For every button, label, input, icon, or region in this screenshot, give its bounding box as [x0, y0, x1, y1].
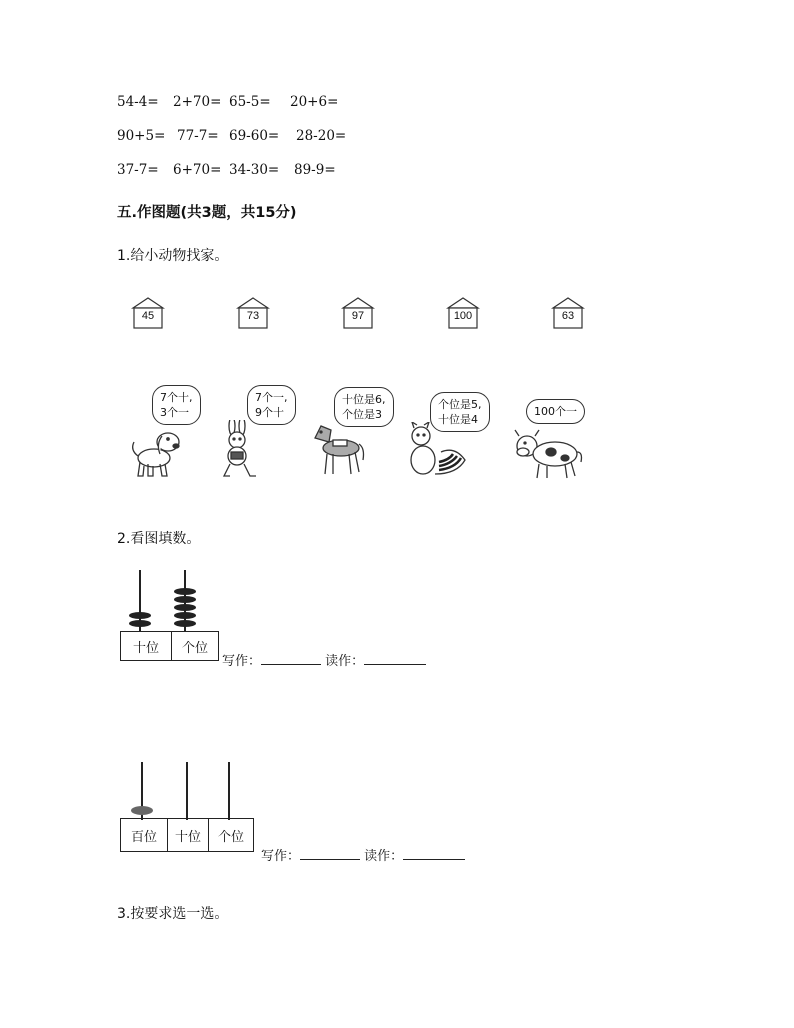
equation: 6+70= — [173, 162, 222, 178]
abacus-bead — [174, 620, 196, 627]
house-number: 45 — [141, 310, 155, 322]
horse-icon[interactable] — [309, 418, 367, 478]
place-label: 个位 — [217, 829, 244, 845]
house-icon[interactable] — [446, 296, 480, 330]
place-label: 十位 — [121, 632, 172, 660]
cow-icon[interactable] — [511, 428, 583, 480]
answer-line — [261, 845, 465, 864]
squirrel-icon[interactable] — [405, 422, 471, 480]
abacus-rod — [228, 762, 230, 820]
house-icon[interactable] — [341, 296, 375, 330]
read-blank[interactable] — [403, 847, 465, 860]
equation: 77-7= — [177, 128, 219, 144]
house-icon[interactable] — [551, 296, 585, 330]
equation: 69-60= — [229, 128, 280, 144]
house-number: 63 — [561, 310, 575, 322]
abacus-bead — [174, 596, 196, 603]
bubble-line: 7个一, — [255, 391, 288, 404]
place-label: 个位 — [181, 640, 208, 656]
question-2-text: 2.看图填数。 — [117, 531, 201, 547]
house-number: 97 — [351, 310, 365, 322]
answer-line — [222, 650, 426, 669]
equation: 54-4= — [117, 94, 159, 110]
equation: 2+70= — [173, 94, 222, 110]
dog-icon[interactable] — [124, 418, 186, 480]
question-1-text: 1.给小动物找家。 — [117, 248, 229, 264]
equation: 28-20= — [296, 128, 347, 144]
house-icon[interactable] — [236, 296, 270, 330]
write-label: 写作： — [261, 849, 301, 864]
abacus-bead — [129, 620, 151, 627]
read-blank[interactable] — [364, 652, 426, 665]
bubble-line: 十位是4 — [438, 413, 478, 426]
abacus-bead — [129, 612, 151, 619]
abacus-bead — [174, 604, 196, 611]
house-number: 100 — [453, 310, 473, 322]
speech-bubble — [526, 399, 585, 424]
bubble-line: 个位是5, — [438, 398, 482, 411]
section-title: 五.作图题(共3题，共15分) — [117, 205, 297, 221]
bubble-line: 7个十, — [160, 391, 193, 404]
equation: 65-5= — [229, 94, 271, 110]
speech-bubble — [247, 385, 296, 425]
equation: 37-7= — [117, 162, 159, 178]
bubble-line: 个位是3 — [342, 408, 382, 421]
abacus-bead — [174, 588, 196, 595]
abacus-bead — [131, 806, 153, 815]
place-label: 百位 — [121, 819, 168, 851]
place-label: 十位 — [168, 819, 209, 851]
equation: 90+5= — [117, 128, 166, 144]
write-blank[interactable] — [300, 847, 360, 860]
equation: 89-9= — [294, 162, 336, 178]
place-value-table — [120, 631, 219, 661]
place-value-table — [120, 818, 254, 852]
question-3-text: 3.按要求选一选。 — [117, 906, 229, 922]
write-label: 写作： — [222, 654, 262, 669]
read-label: 读作： — [364, 849, 404, 864]
equation: 20+6= — [290, 94, 339, 110]
bubble-line: 3个一 — [160, 406, 189, 419]
abacus-bead — [174, 612, 196, 619]
abacus-rod — [186, 762, 188, 820]
bubble-line: 100个一 — [534, 405, 577, 418]
bubble-line: 十位是6, — [342, 393, 386, 406]
house-number: 73 — [246, 310, 260, 322]
bubble-line: 9个十 — [255, 406, 284, 419]
write-blank[interactable] — [261, 652, 321, 665]
house-icon[interactable] — [131, 296, 165, 330]
read-label: 读作： — [325, 654, 365, 669]
rabbit-icon[interactable] — [214, 420, 260, 480]
equation: 34-30= — [229, 162, 280, 178]
